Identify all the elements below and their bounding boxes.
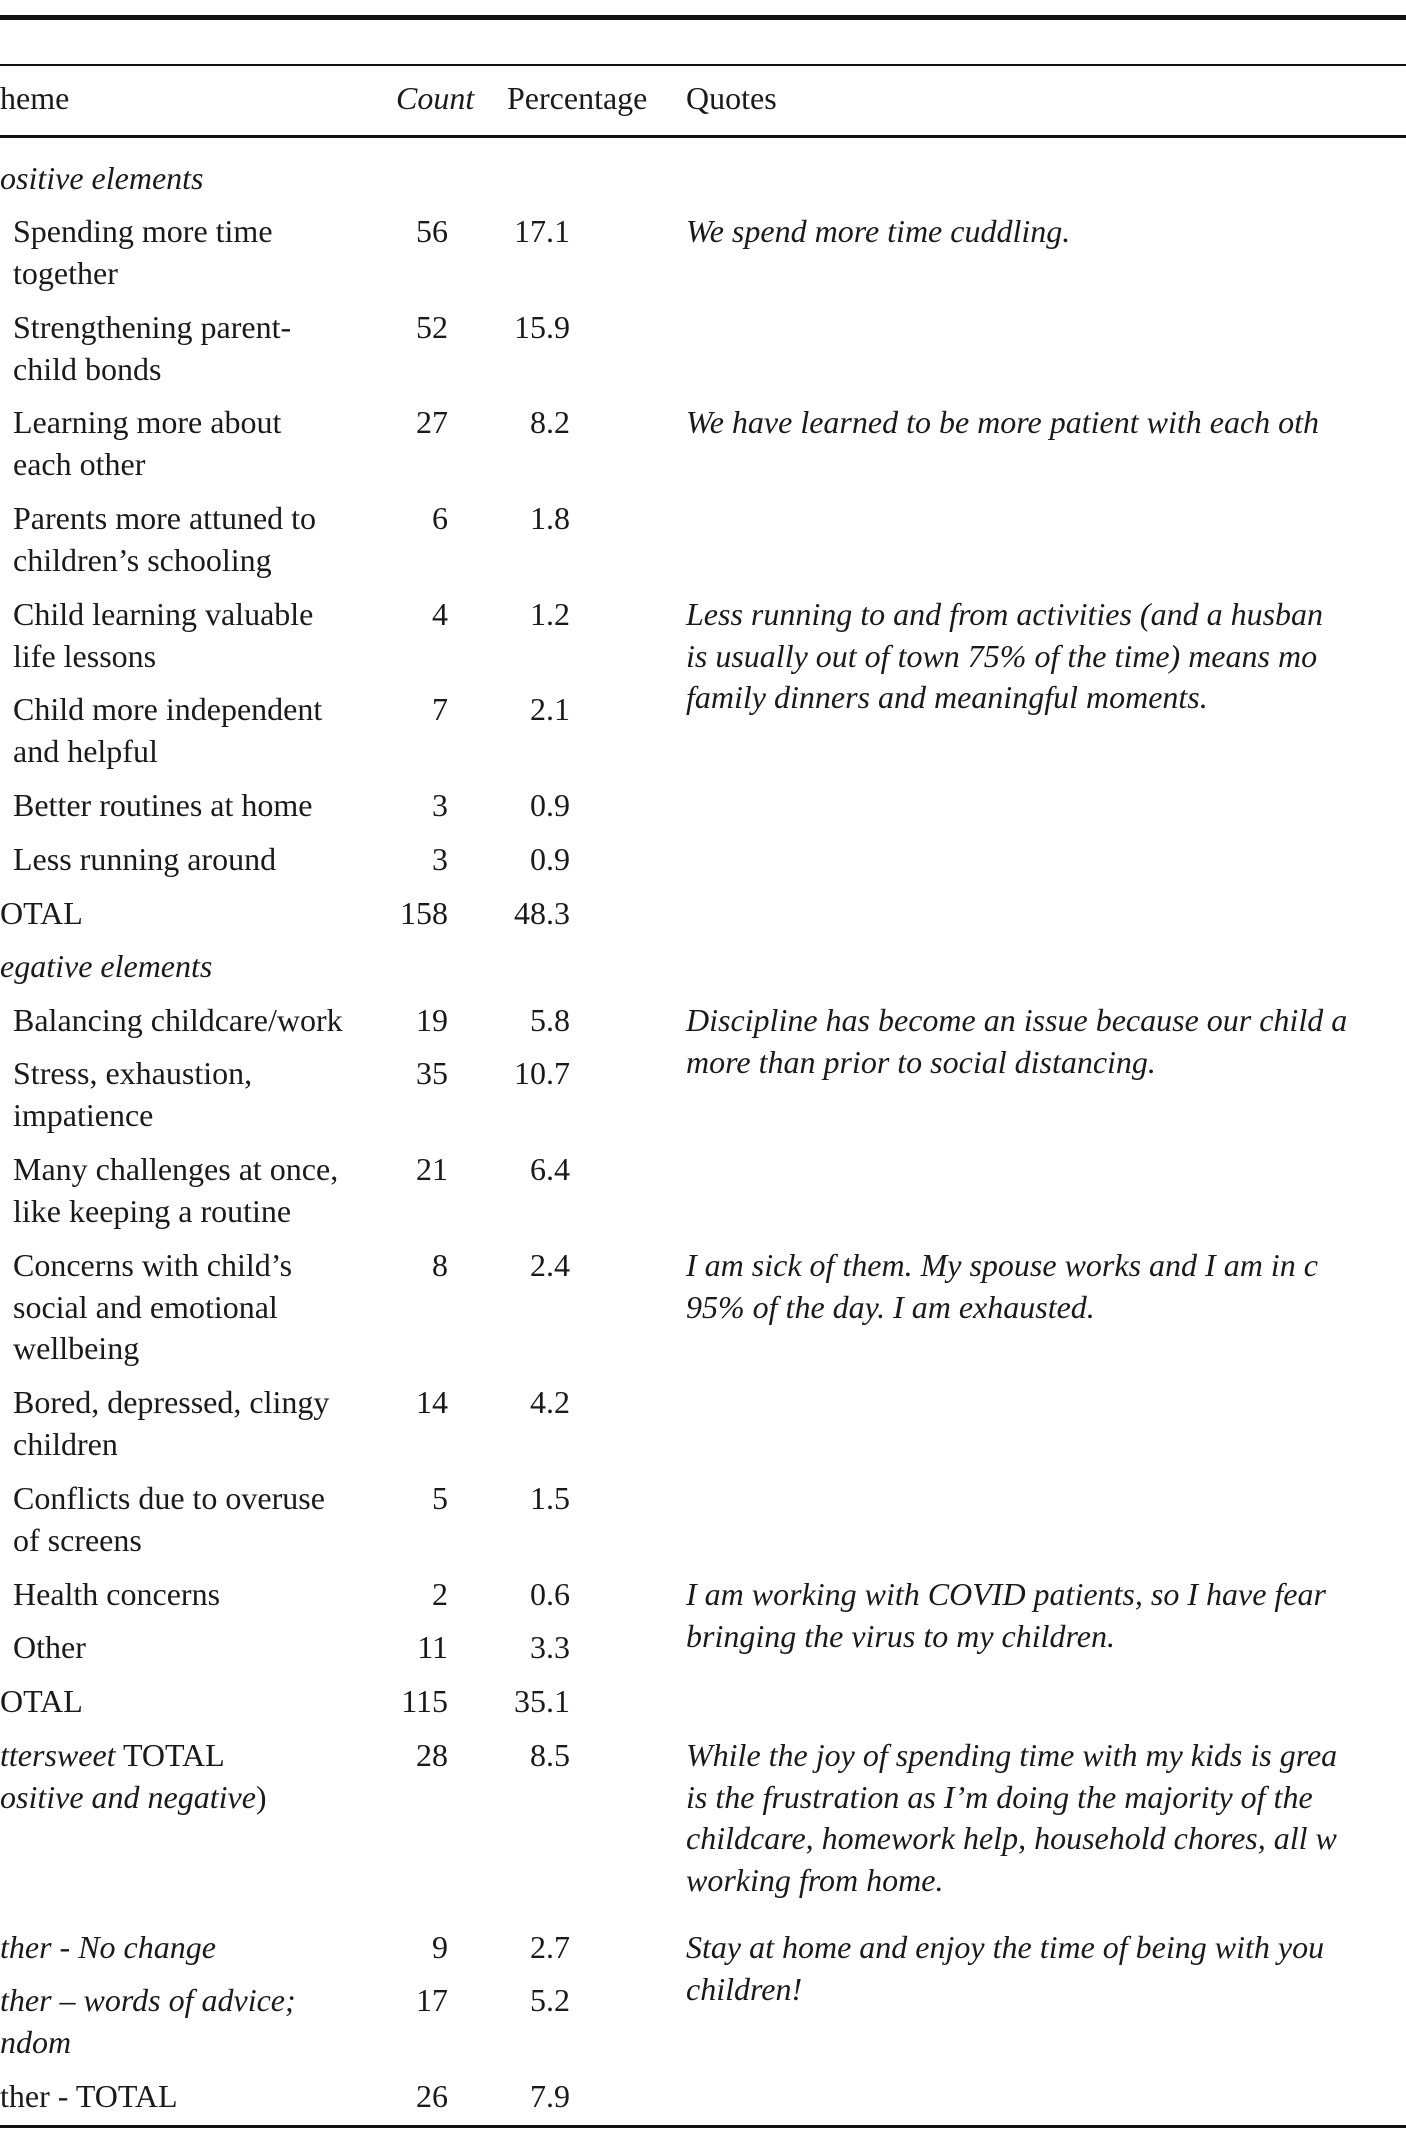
count-cell: 17	[416, 1982, 448, 2018]
theme-label: Health concerns	[13, 1576, 221, 1612]
count-cell: 52	[416, 309, 448, 345]
column-header-quotes: Quotes	[686, 80, 777, 116]
count-cell: 6	[432, 500, 448, 536]
count-cell: 9	[432, 1929, 448, 1965]
theme-label: life lessons	[13, 637, 157, 674]
theme-label-part: )	[255, 1778, 267, 1815]
total-label: OTAL	[0, 1683, 83, 1719]
quote-text: working from home.	[686, 1861, 944, 1898]
percentage-cell: 3.3	[530, 1629, 570, 1665]
count-cell: 21	[416, 1151, 448, 1187]
percentage-cell: 4.2	[530, 1384, 570, 1420]
quote-text: While the joy of spending time with my kids is grea	[686, 1737, 1338, 1773]
quote-text: I am working with COVID patients, so I have fear	[686, 1576, 1326, 1612]
quote-text: bringing the virus to my children.	[686, 1617, 1115, 1654]
percentage-cell: 6.4	[530, 1151, 570, 1187]
theme-label-part: ositive and negative	[0, 1778, 256, 1815]
theme-label: Balancing childcare/work	[13, 1002, 343, 1038]
percentage-cell: 0.9	[530, 841, 570, 877]
percentage-cell: 0.6	[530, 1576, 570, 1612]
percentage-cell: 35.1	[514, 1683, 570, 1719]
theme-label: social and emotional	[13, 1288, 278, 1325]
count-cell: 8	[432, 1247, 448, 1283]
percentage-cell: 5.2	[530, 1982, 570, 2018]
count-cell: 2	[432, 1576, 448, 1612]
theme-label: children	[13, 1425, 118, 1462]
percentage-cell: 1.8	[530, 500, 570, 536]
theme-label: Strengthening parent-	[13, 309, 292, 345]
bittersweet-total-label	[0, 1777, 267, 1819]
table-top-rule	[0, 15, 1406, 20]
theme-label: Bored, depressed, clingy	[13, 1384, 330, 1420]
theme-label: and helpful	[13, 732, 158, 769]
percentage-cell: 8.2	[530, 404, 570, 440]
count-cell: 27	[416, 404, 448, 440]
quote-text: children!	[686, 1970, 803, 2007]
percentage-cell: 48.3	[514, 895, 570, 931]
quote-text: family dinners and meaningful moments.	[686, 679, 1208, 715]
theme-label: impatience	[13, 1096, 154, 1133]
quote-text: I am sick of them. My spouse works and I am in c	[686, 1247, 1318, 1283]
percentage-cell: 10.7	[514, 1055, 570, 1091]
percentage-cell: 1.2	[530, 596, 570, 632]
count-cell: 3	[432, 841, 448, 877]
theme-label: wellbeing	[13, 1330, 140, 1366]
quote-text: We spend more time cuddling.	[686, 213, 1071, 249]
count-cell: 5	[432, 1480, 448, 1516]
column-header-count: Count	[396, 80, 475, 116]
quote-text: childcare, homework help, household chores, all w	[686, 1820, 1337, 1856]
theme-label: Stress, exhaustion,	[13, 1055, 253, 1091]
percentage-cell: 2.4	[530, 1247, 570, 1283]
quote-text: is the frustration as I’m doing the majority of the	[686, 1778, 1313, 1815]
count-cell: 4	[432, 596, 448, 632]
percentage-cell: 1.5	[530, 1480, 570, 1516]
table-bottom-rule	[0, 2125, 1406, 2128]
theme-label: of screens	[13, 1521, 142, 1558]
theme-label: Spending more time	[13, 213, 273, 249]
count-cell: 11	[417, 1629, 448, 1665]
quote-text: We have learned to be more patient with each oth	[686, 404, 1320, 440]
other-theme-label: ther – words of advice;	[0, 1982, 296, 2018]
theme-label: Other	[13, 1629, 86, 1665]
theme-label-part: ttersweet	[0, 1737, 116, 1773]
count-cell: 115	[401, 1683, 448, 1719]
category-label: ositive elements	[0, 160, 204, 196]
quote-text: Less running to and from activities (and a husban	[686, 596, 1324, 632]
theme-label: Less running around	[13, 841, 277, 877]
theme-label-part: TOTAL	[115, 1737, 225, 1773]
theme-label: Conflicts due to overuse	[13, 1480, 325, 1516]
theme-label: Child more independent	[13, 691, 323, 727]
bittersweet-total-label	[0, 1735, 225, 1777]
theme-label: Parents more attuned to	[13, 500, 317, 536]
quote-text: Discipline has become an issue because our child a	[686, 1002, 1348, 1038]
quote-text: more than prior to social distancing.	[686, 1043, 1156, 1080]
count-cell: 26	[416, 2078, 448, 2114]
theme-label: Learning more about	[13, 404, 282, 440]
quote-text: 95% of the day. I am exhausted.	[686, 1288, 1095, 1325]
quote-text: is usually out of town 75% of the time) means mo	[686, 637, 1318, 674]
total-label: OTAL	[0, 895, 83, 931]
count-cell: 14	[416, 1384, 448, 1420]
count-cell: 7	[432, 691, 448, 727]
count-cell: 28	[416, 1737, 448, 1773]
percentage-cell: 2.1	[530, 691, 570, 727]
theme-label: like keeping a routine	[13, 1192, 292, 1229]
theme-label: child bonds	[13, 350, 162, 387]
percentage-cell: 0.9	[530, 787, 570, 823]
percentage-cell: 7.9	[530, 2078, 570, 2114]
percentage-cell: 8.5	[530, 1737, 570, 1773]
theme-label: Better routines at home	[13, 787, 313, 823]
percentage-cell: 17.1	[514, 213, 570, 249]
other-theme-label: ndom	[0, 2023, 72, 2060]
theme-label: Concerns with child’s	[13, 1247, 293, 1283]
count-cell: 56	[416, 213, 448, 249]
count-cell: 158	[400, 895, 448, 931]
count-cell: 19	[416, 1002, 448, 1038]
theme-label: Child learning valuable	[13, 596, 314, 632]
theme-label: children’s schooling	[13, 541, 272, 578]
theme-label: together	[13, 254, 118, 291]
category-label: egative elements	[0, 948, 213, 984]
total-label: ther - TOTAL	[0, 2078, 178, 2114]
other-theme-label: ther - No change	[0, 1929, 216, 1965]
column-header-percentage: Percentage	[507, 80, 648, 116]
percentage-cell: 5.8	[530, 1002, 570, 1038]
percentage-cell: 2.7	[530, 1929, 570, 1965]
count-cell: 3	[432, 787, 448, 823]
count-cell: 35	[416, 1055, 448, 1091]
table-header-top-rule	[0, 64, 1406, 66]
percentage-cell: 15.9	[514, 309, 570, 345]
quote-text: Stay at home and enjoy the time of being with you	[686, 1929, 1325, 1965]
theme-label: Many challenges at once,	[13, 1151, 339, 1187]
column-header-theme: heme	[0, 80, 70, 116]
table-header-bottom-rule	[0, 135, 1406, 138]
theme-label: each other	[13, 445, 146, 482]
